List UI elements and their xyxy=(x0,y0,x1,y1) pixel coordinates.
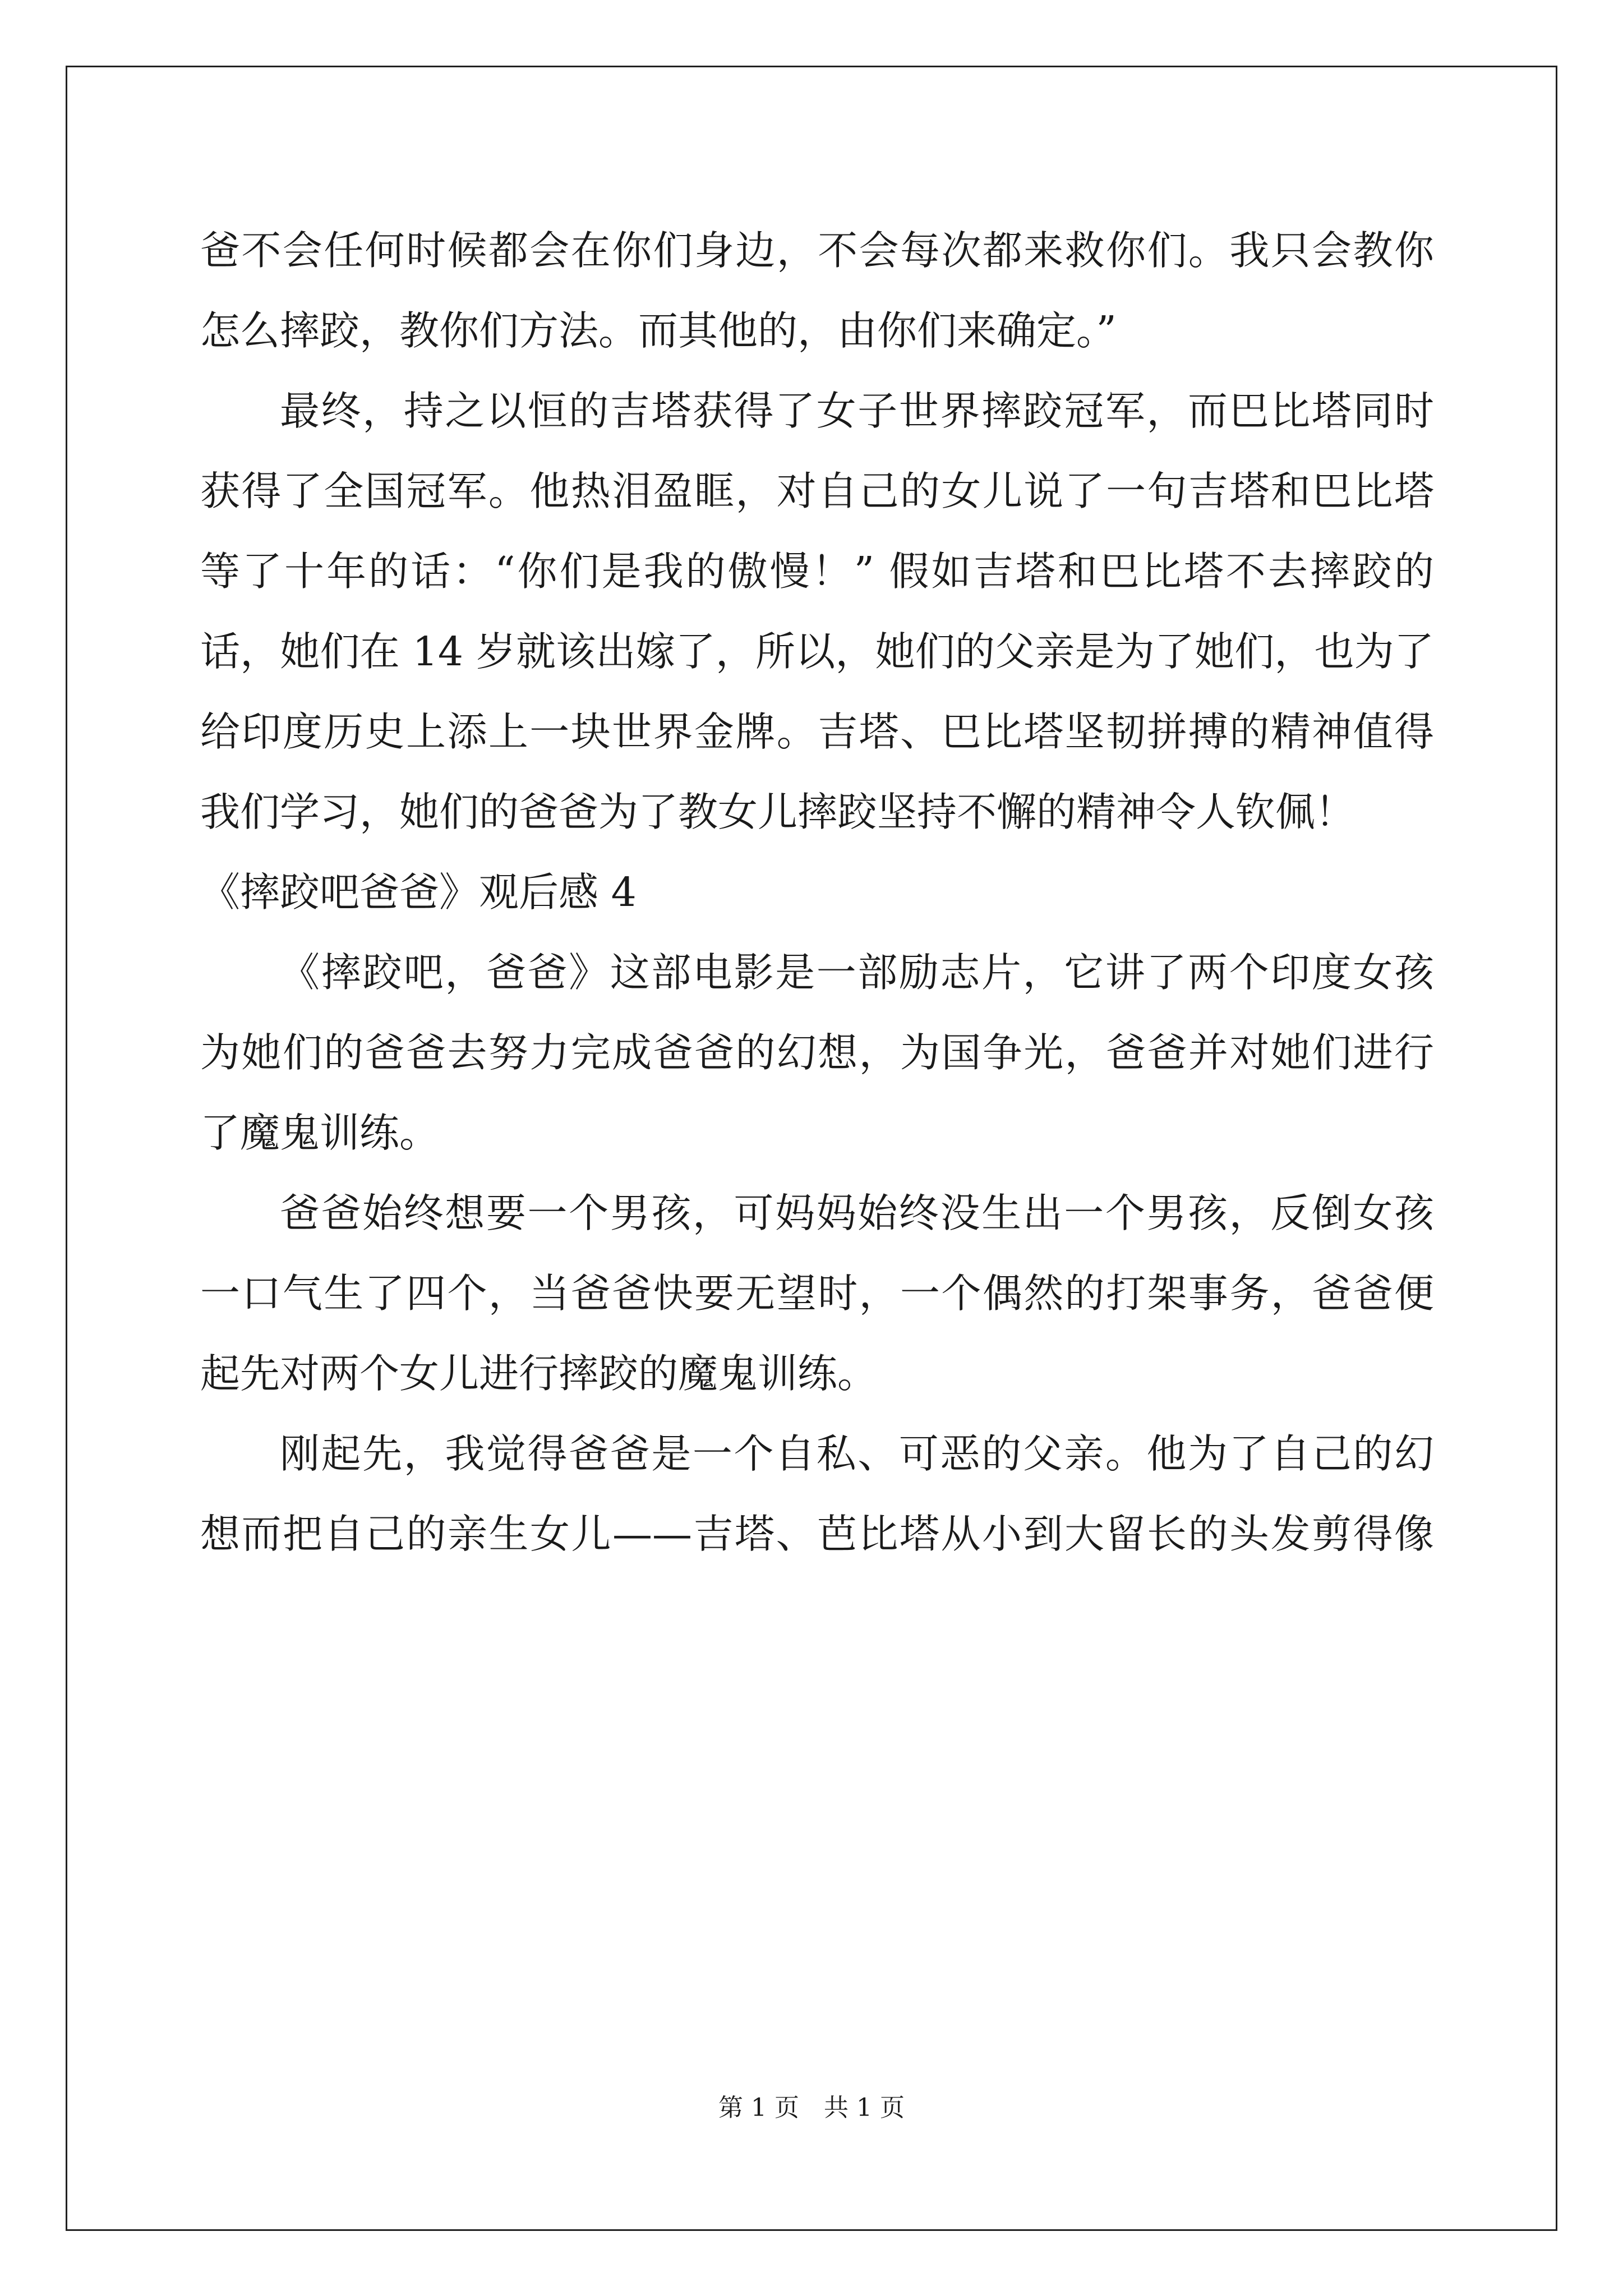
text-line: 我们学习，她们的爸爸为了教女儿摔跤坚持不懈的精神令人钦佩！ xyxy=(200,789,1355,835)
text-line: 等了十年的话：“你们是我的傲慢！” 假如吉塔和巴比塔不去摔跤的 xyxy=(200,548,1434,595)
text-line: 获得了全国冠军。他热泪盈眶，对自己的女儿说了一句吉塔和巴比塔 xyxy=(200,468,1434,514)
text-line: 为她们的爸爸去努力完成爸爸的幻想，为国争光，爸爸并对她们进行 xyxy=(200,1029,1434,1076)
text-line: 爸爸始终想要一个男孩，可妈妈始终没生出一个男孩，反倒女孩 xyxy=(280,1190,1434,1236)
text-line: 爸不会任何时候都会在你们身边，不会每次都来救你们。我只会教你 xyxy=(200,227,1434,274)
text-line: 想而把自己的亲生女儿——吉塔、芭比塔从小到大留长的头发剪得像 xyxy=(200,1511,1434,1557)
section-heading: 《摔跤吧爸爸》观后感 4 xyxy=(200,869,637,915)
text-line: 刚起先，我觉得爸爸是一个自私、可恶的父亲。他为了自己的幻 xyxy=(280,1430,1434,1477)
text-line: 最终，持之以恒的吉塔获得了女子世界摔跤冠军，而巴比塔同时 xyxy=(280,388,1434,434)
text-line: 怎么摔跤，教你们方法。而其他的，由你们来确定。” xyxy=(200,307,1117,354)
text-line: 一口气生了四个，当爸爸快要无望时，一个偶然的打架事务，爸爸便 xyxy=(200,1270,1434,1317)
text-line: 了魔鬼训练。 xyxy=(200,1110,440,1156)
text-line: 《摔跤吧，爸爸》这部电影是一部励志片，它讲了两个印度女孩 xyxy=(280,949,1434,996)
text-line: 起先对两个女儿进行摔跤的魔鬼训练。 xyxy=(200,1350,878,1397)
page-number-footer: 第 1 页 共 1 页 xyxy=(718,2093,905,2122)
document-body xyxy=(200,210,1434,1574)
text-line: 给印度历史上添上一块世界金牌。吉塔、巴比塔坚韧拼搏的精神值得 xyxy=(200,708,1434,755)
text-line: 话，她们在 14 岁就该出嫁了，所以，她们的父亲是为了她们，也为了 xyxy=(200,628,1434,675)
